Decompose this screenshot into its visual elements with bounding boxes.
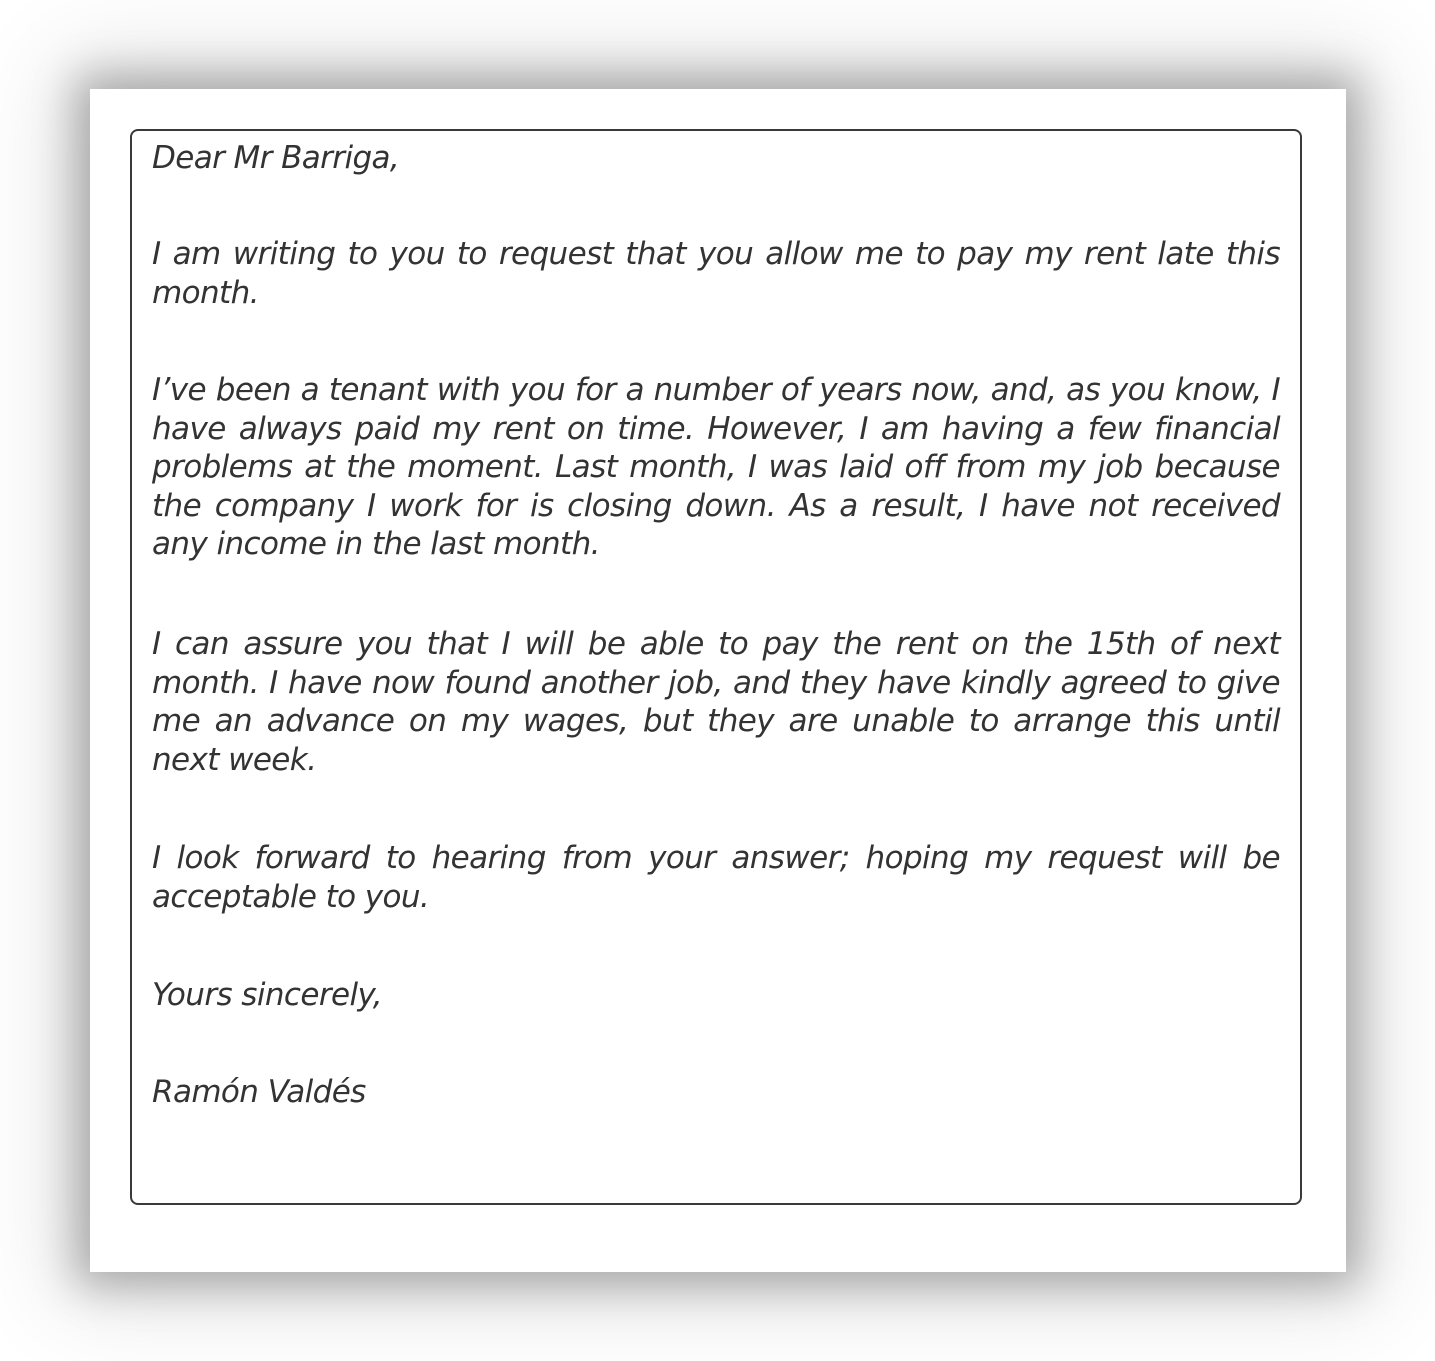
letter-frame xyxy=(130,129,1302,1205)
letter-paragraph-conclusion: I look forward to hearing from your answer; hoping my request will be acceptable to you. xyxy=(152,840,1280,915)
letter-signature: Ramón Valdés xyxy=(152,1074,366,1110)
letter-paragraph-reason: I’ve been a tenant with you for a number of years now, and, as you know, I have always paid my rent on time. However, I am having a few financial problems at the moment. Last month, I was laid off from my job because the company I work for is closing down. As a result, I have not received any income in the last month. xyxy=(152,372,1280,562)
letter-greeting: Dear Mr Barriga, xyxy=(152,140,400,176)
letter-paragraph-assurance: I can assure you that I will be able to pay the rent on the 15th of next month. I have now found another job, and they have kindly agreed to give me an advance on my wages, but they are unable to arrange this until next week. xyxy=(152,626,1280,778)
letter-page xyxy=(90,89,1346,1272)
letter-paragraph-request: I am writing to you to request that you allow me to pay my rent late this month. xyxy=(152,236,1280,311)
letter-closing: Yours sincerely, xyxy=(152,977,383,1013)
